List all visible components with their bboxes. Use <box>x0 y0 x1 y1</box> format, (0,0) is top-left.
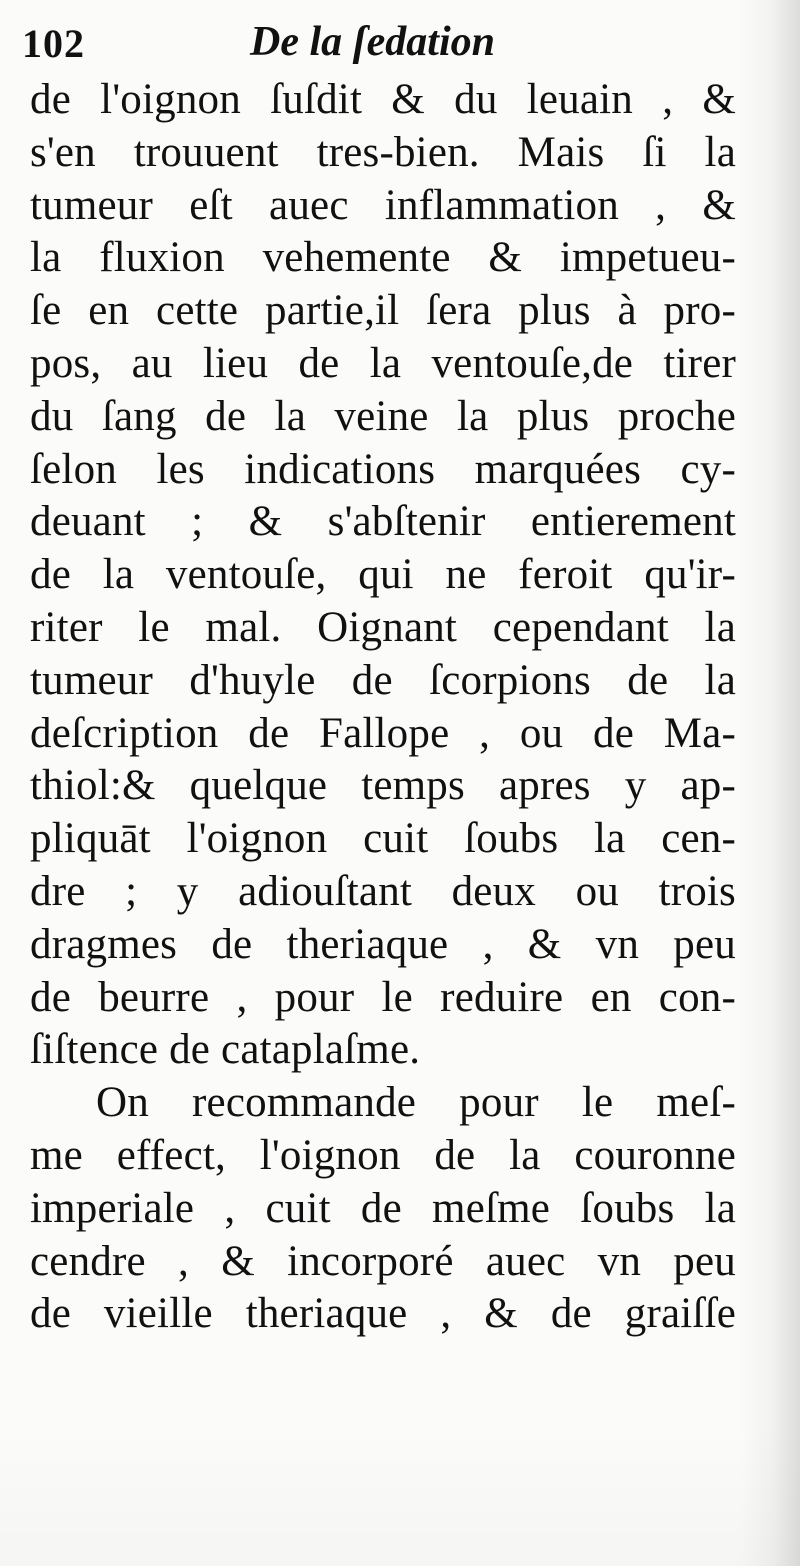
paper-tone <box>0 1426 800 1566</box>
text-line: ſiſtence de cataplaſme. <box>30 1026 421 1074</box>
page-number: 102 <box>22 21 85 66</box>
text-line: pos, au lieu de la ventouſe,de tirer <box>30 339 736 387</box>
text-line: de beurre , pour le reduire en con- <box>30 973 736 1021</box>
text-line: tumeur d'huyle de ſcorpions de la <box>30 656 736 704</box>
running-title: De la ſedation <box>250 19 495 65</box>
text-line: deuant ; & s'abſtenir entierement <box>30 498 736 546</box>
text-line: ſelon les indications marquées cy- <box>30 445 736 493</box>
text-line: thiol:& quelque temps apres y ap- <box>30 762 736 810</box>
body-text <box>30 74 736 1341</box>
text-line: de la ventouſe, qui ne feroit qu'ir- <box>30 551 736 599</box>
text-line: de vieille theriaque , & de graiſſe <box>30 1290 736 1338</box>
text-line: de l'oignon ſuſdit & du leuain , & <box>30 76 736 123</box>
text-line: imperiale , cuit de meſme ſoubs la <box>30 1184 736 1232</box>
text-line: du ſang de la veine la plus proche <box>30 392 736 440</box>
text-line: s'en trouuent tres-bien. Mais ſi la <box>30 128 736 176</box>
paragraph-start-line: On recommande pour le meſ- <box>96 1079 736 1127</box>
text-line: la fluxion vehemente & impetueu- <box>30 234 736 282</box>
text-line: tumeur eſt auec inflammation , & <box>30 181 736 229</box>
text-line: ſe en cette partie,il ſera plus à pro- <box>30 287 736 335</box>
text-line: pliquāt l'oignon cuit ſoubs la cen- <box>30 815 736 863</box>
text-line: riter le mal. Oignant cependant la <box>30 603 736 651</box>
page-header <box>22 18 762 76</box>
text-line: deſcription de Fallope , ou de Ma- <box>30 709 736 757</box>
page-edge-shadow <box>740 0 800 1566</box>
text-line: dragmes de theriaque , & vn peu <box>30 920 736 968</box>
text-line: me effect, l'oignon de la couronne <box>30 1131 736 1179</box>
text-line: cendre , & incorporé auec vn peu <box>30 1237 736 1285</box>
text-line: dre ; y adiouſtant deux ou trois <box>30 867 736 915</box>
